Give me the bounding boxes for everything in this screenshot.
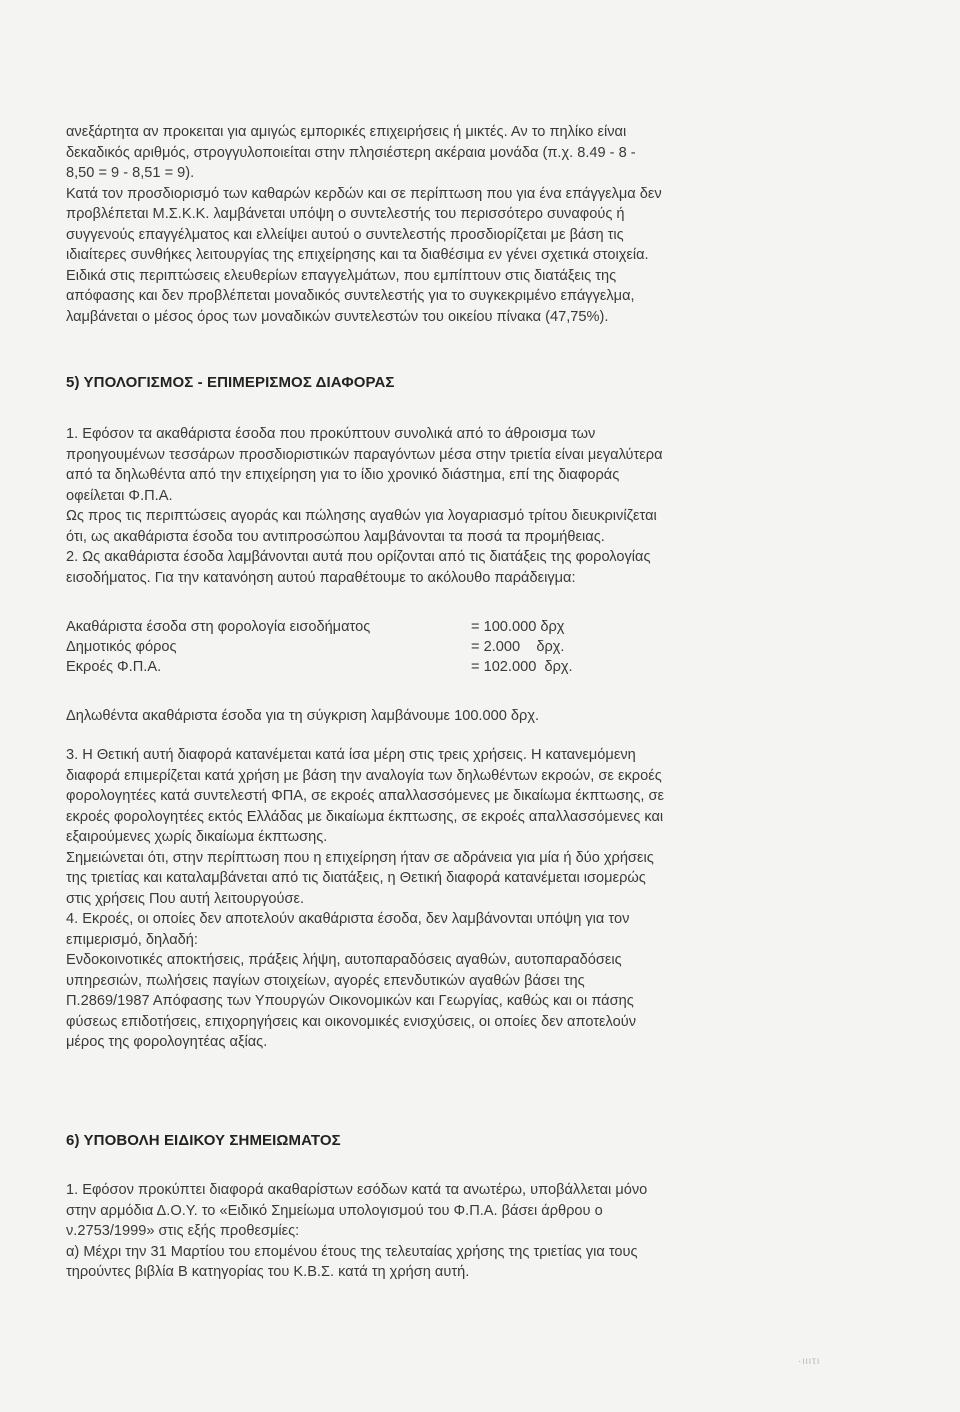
text-line: εισοδήματος. Για την κατανόηση αυτού παραθέτουμε το ακόλουθο παράδειγμα: xyxy=(66,569,576,586)
text-line: Σημειώνεται ότι, στην περίπτωση που η επιχείρηση ήταν σε αδράνεια για μία ή δύο χρήσεις xyxy=(66,849,654,866)
text-line: φύσεως επιδοτήσεις, επιχορηγήσεις και οικονομικές ενισχύσεις, οι οποίες δεν αποτελούν xyxy=(66,1013,637,1030)
text-line: συγγενούς επαγγέλματος και ελλείψει αυτού ο συντελεστής προσδιορίζεται με βάση τις xyxy=(66,226,624,243)
text-line: εκροές φορολογητέες εκτός Ελλάδας με δικαίωμα έκπτωσης, σε εκροές απαλλασσόμενες και xyxy=(66,808,664,825)
text-line: ιδιαίτερες συνθήκες λειτουργίας της επιχείρησης και τα διαθέσιμα εν γένει σχετικά στοιχεία. xyxy=(66,247,649,263)
text-line: δεκαδικός αριθμός, στρογγυλοποιείται στην πλησιέστερη ακέραια μονάδα (π.χ. 8.49 - 8 - xyxy=(66,144,636,161)
calc-label: Εκροές Φ.Π.Α. xyxy=(66,659,162,675)
text-line: απόφασης και δεν προβλέπεται μοναδικός συντελεστής για το συγκεκριμένο επάγγελμα, xyxy=(66,288,635,304)
page-corner-mark: ·ιιιτι xyxy=(798,1356,821,1367)
calc-label: Ακαθάριστα έσοδα στη φορολογία εισοδήματος xyxy=(66,619,371,635)
text-line: από τα δηλωθέντα από την επιχείρηση για το ίδιο χρονικό διάστημα, επί της διαφοράς xyxy=(66,467,620,483)
intro-paragraph xyxy=(66,122,848,327)
text-line: Ως προς τις περιπτώσεις αγοράς και πώλησης αγαθών για λογαριασμό τρίτου διευκρινίζεται xyxy=(66,508,657,524)
text-line: Ειδικά στις περιπτώσεις ελευθερίων επαγγελμάτων, που εμπίπτουν στις διατάξεις της xyxy=(66,267,617,284)
text-line: στις χρήσεις Που αυτή λειτουργούσε. xyxy=(66,890,305,907)
calc-row xyxy=(66,617,766,637)
text-line: φορολογητέες κατά συντελεστή ΦΠΑ, σε εκροές απαλλασσόμενες με δικαίωμα έκπτωσης, σε xyxy=(66,788,665,804)
text-line: της τριετίας και καταλαμβάνεται από τις διατάξεις, η Θετική διαφορά κατανέμεται ισομερώς xyxy=(66,870,646,886)
text-line: μέρος της φορολογητέας αξίας. xyxy=(66,1034,268,1050)
declared-income-line: Δηλωθέντα ακαθάριστα έσοδα για τη σύγκριση λαμβάνουμε 100.000 δρχ. xyxy=(66,708,540,724)
section-6-paragraph xyxy=(66,1180,848,1283)
text-line: προηγουμένων τεσσάρων προσδιοριστικών παραγόντων μέσα στην τριετία είναι μεγαλύτερα xyxy=(66,446,663,463)
text-line: Ενδοκοινοτικές αποκτήσεις, πράξεις λήψη, αυτοπαραδόσεις αγαθών, αυτοπαραδόσεις xyxy=(66,952,622,968)
text-line: στην αρμόδια Δ.Ο.Υ. το «Ειδικό Σημείωμα υπολογισμού του Φ.Π.Α. βάσει άρθρου ο xyxy=(66,1202,603,1219)
text-line: 1. Εφόσον προκύπτει διαφορά ακαθαρίστων εσόδων κατά τα ανωτέρω, υποβάλλεται μόνο xyxy=(66,1182,648,1198)
text-line: 1. Εφόσον τα ακαθάριστα έσοδα που προκύπτουν συνολικά από το άθροισμα των xyxy=(66,426,596,442)
text-line: 8,50 = 9 - 8,51 = 9). xyxy=(66,165,195,181)
text-line: τηρούντες βιβλία Β κατηγορίας του Κ.Β.Σ. κατά τη χρήση αυτή. xyxy=(66,1264,470,1280)
calc-row xyxy=(66,657,766,677)
calculation-example xyxy=(66,617,766,677)
calc-value: = 102.000 δρχ. xyxy=(471,659,573,675)
text-line: ότι, ως ακαθάριστα έσοδα του αντιπροσώπου λαμβάνονται τα ποσά τα προμήθειας. xyxy=(66,528,605,545)
text-line: εξαιρούμενες χωρίς δικαίωμα έκπτωσης. xyxy=(66,829,328,845)
section-6-heading: 6) ΥΠΟΒΟΛΗ ΕΙΔΙΚΟΥ ΣΗΜΕΙΩΜΑΤΟΣ xyxy=(66,1132,341,1149)
calc-label: Δημοτικός φόρος xyxy=(66,639,177,655)
calc-row xyxy=(66,637,766,657)
text-line: α) Μέχρι την 31 Μαρτίου του επομένου έτους της τελευταίας χρήσης της τριετίας για τους xyxy=(66,1243,638,1260)
text-line: ν.2753/1999» στις εξής προθεσμίες: xyxy=(66,1223,300,1239)
text-line: ανεξάρτητα αν προκειται για αμιγώς εμπορικές επιχειρήσεις ή μικτές. Αν το πηλίκο είναι xyxy=(66,124,627,140)
section-5-paragraph-b xyxy=(66,745,848,1053)
section-5-paragraph-a xyxy=(66,424,848,588)
text-line: οφείλεται Φ.Π.Α. xyxy=(66,487,173,504)
text-line: 3. Η Θετική αυτή διαφορά κατανέμεται κατά ίσα μέρη στις τρεις χρήσεις. Η κατανεμόμενη xyxy=(66,747,636,763)
text-line: Π.2869/1987 Απόφασης των Υπουργών Οικονομικών και Γεωργίας, καθώς και οι πάσης xyxy=(66,993,634,1009)
calc-value: = 100.000 δρχ xyxy=(471,619,565,635)
text-line: προβλέπεται Μ.Σ.Κ.Κ. λαμβάνεται υπόψη ο συντελεστής του περισσότερο συναφούς ή xyxy=(66,206,625,222)
text-line: 2. Ως ακαθάριστα έσοδα λαμβάνονται αυτά που ορίζονται από τις διατάξεις της φορολογίας xyxy=(66,549,651,565)
section-5-heading: 5) ΥΠΟΛΟΓΙΣΜΟΣ - ΕΠΙΜΕΡΙΣΜΟΣ ΔΙΑΦΟΡΑΣ xyxy=(66,374,395,391)
text-line: Κατά τον προσδιορισμό των καθαρών κερδών και σε περίπτωση που για ένα επάγγελμα δεν xyxy=(66,185,662,202)
text-line: διαφορά επιμερίζεται κατά χρήση με βάση την αναλογία των δηλωθέντων εκροών, σε εκροές xyxy=(66,767,662,784)
text-line: επιμερισμό, δηλαδή: xyxy=(66,931,198,948)
text-line: 4. Εκροές, οι οποίες δεν αποτελούν ακαθάριστα έσοδα, δεν λαμβάνονται υπόψη για τον xyxy=(66,911,630,927)
text-line: λαμβάνεται ο μέσος όρος των μοναδικών συντελεστών του οικείου πίνακα (47,75%). xyxy=(66,308,609,325)
calc-value: = 2.000 δρχ. xyxy=(471,639,565,655)
text-line: υπηρεσιών, πωλήσεις παγίων στοιχείων, αγορές επενδυτικών αγαθών βάσει της xyxy=(66,972,585,989)
